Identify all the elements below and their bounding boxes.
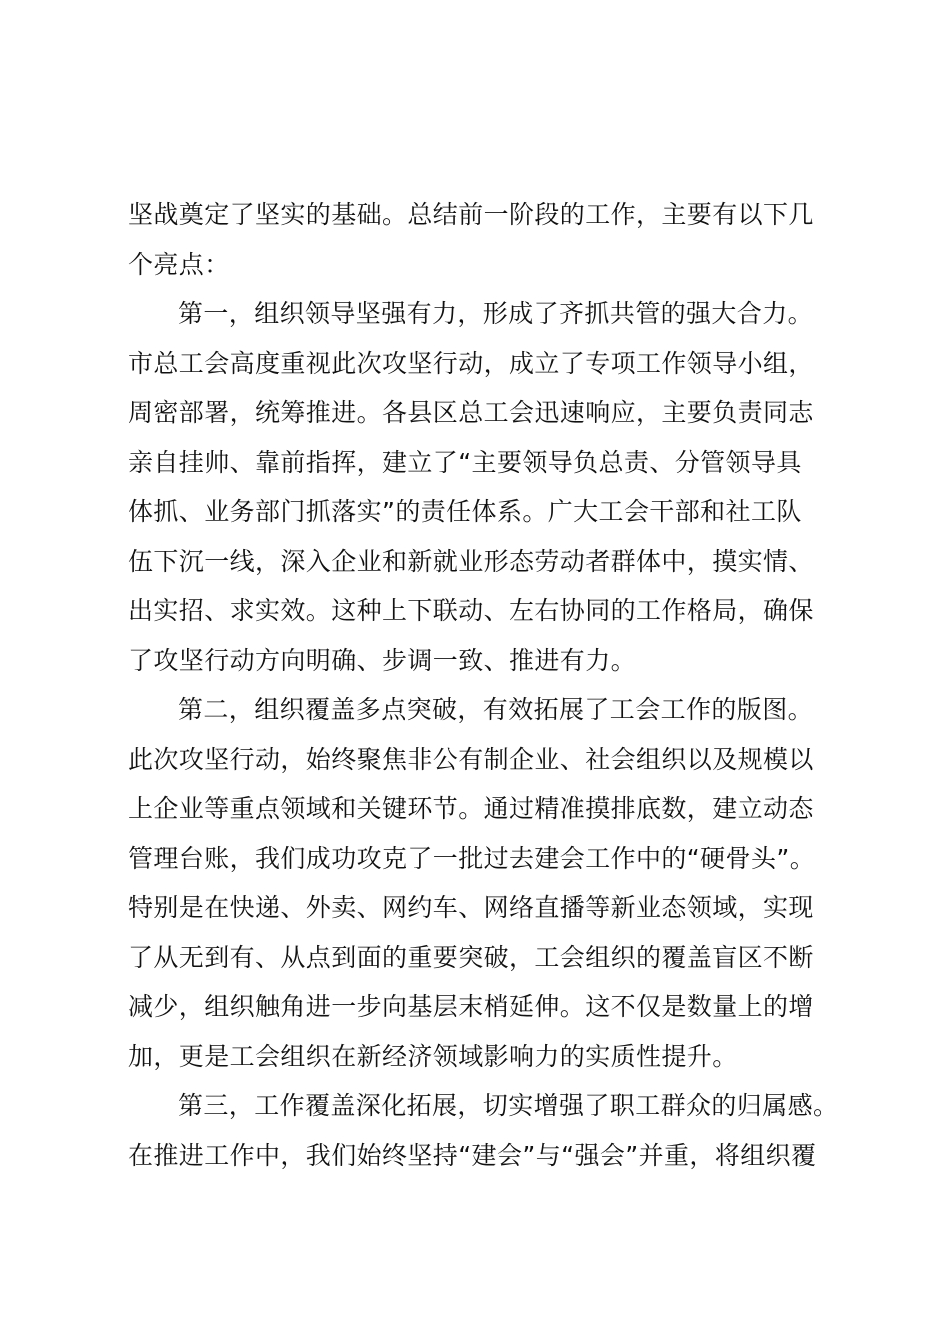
text-line: 周密部署，统筹推进。各县区总工会迅速响应，主要负责同志 [128,398,814,427]
body-text [128,190,840,1180]
paragraph-heading-line: 第一，组织领导坚强有力，形成了齐抓共管的强大合力。 [178,299,814,328]
text-line: 市总工会高度重视此次攻坚行动，成立了专项工作领导小组， [128,348,814,378]
paragraph-heading-line: 第二，组织覆盖多点突破，有效拓展了工会工作的版图。 [178,695,814,724]
text-line: 个亮点： [128,249,230,279]
text-line: 了从无到有、从点到面的重要突破，工会组织的覆盖盲区不断 [128,942,814,972]
text-line: 坚战奠定了坚实的基础。总结前一阶段的工作，主要有以下几 [128,200,814,229]
text-line: 管理台账，我们成功攻克了一批过去建会工作中的“硬骨头”。 [128,843,816,873]
paragraph-heading-line: 第三，工作覆盖深化拓展，切实增强了职工群众的归属感。 [178,1091,839,1120]
text-line: 体抓、业务部门抓落实”的责任体系。广大工会干部和社工队 [128,497,802,526]
text-line: 亲自挂帅、靠前指挥，建立了“主要领导负总责、分管领导具 [128,447,802,477]
text-line: 在推进工作中，我们始终坚持“建会”与“强会”并重，将组织覆 [128,1140,817,1170]
text-line: 了攻坚行动方向明确、步调一致、推进有力。 [128,645,637,675]
text-line: 出实招、求实效。这种上下联动、左右协同的工作格局，确保 [128,596,814,625]
text-line: 伍下沉一线，深入企业和新就业形态劳动者群体中，摸实情、 [128,546,814,576]
text-line: 上企业等重点领域和关键环节。通过精准摸排底数，建立动态 [128,794,814,823]
text-line: 减少，组织触角进一步向基层末梢延伸。这不仅是数量上的增 [128,992,814,1021]
text-line: 此次攻坚行动，始终聚焦非公有制企业、社会组织以及规模以 [128,744,814,774]
text-line: 加，更是工会组织在新经济领域影响力的实质性提升。 [128,1041,738,1071]
text-line: 特别是在快递、外卖、网约车、网络直播等新业态领域，实现 [128,893,814,922]
